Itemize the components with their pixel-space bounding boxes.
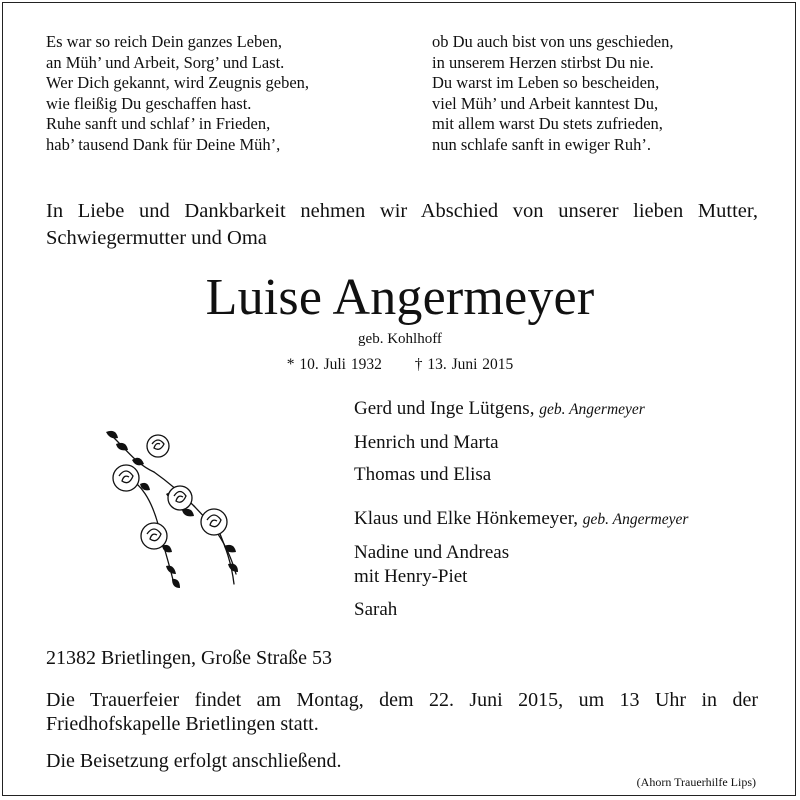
- family-name: Klaus und Elke Hönkemeyer,: [354, 508, 579, 529]
- poem-line: mit allem warst Du stets zufrieden,: [432, 114, 663, 134]
- family-birth-name: geb. Angermeyer: [582, 511, 689, 528]
- poem-line: Wer Dich gekannt, wird Zeugnis geben,: [46, 73, 310, 93]
- service-text: [46, 688, 758, 736]
- address: 21382 Brietlingen, Große Straße 53: [46, 647, 333, 669]
- roses-illustration-icon: [96, 424, 256, 594]
- deceased-name: Luise Angermeyer: [205, 269, 595, 326]
- intro-line: Schwiegermutter und Oma: [46, 227, 267, 249]
- poem-line: wie fleißig Du geschaffen hast.: [46, 93, 252, 113]
- poem-line: viel Müh’ und Arbeit kanntest Du,: [432, 93, 659, 113]
- family-line: mit Henry-Piet: [354, 566, 468, 587]
- family-line: Nadine und Andreas: [354, 542, 510, 563]
- family-line: [354, 507, 688, 532]
- family-line: Sarah: [354, 599, 398, 620]
- burial-text: Die Beisetzung erfolgt anschließend.: [46, 750, 342, 772]
- intro-text: [46, 198, 758, 252]
- poem-line: hab’ tausend Dank für Deine Müh’,: [46, 134, 281, 154]
- intro-line: In Liebe und Dankbarkeit nehmen wir Abschied von unserer lieben Mutter,: [46, 200, 758, 222]
- poem-line: an Müh’ und Arbeit, Sorg’ und Last.: [46, 52, 285, 72]
- poem-right-column: [432, 32, 674, 156]
- poem-line: Es war so reich Dein ganzes Leben,: [46, 32, 282, 51]
- birth-date: * 10. Juli 1932: [286, 356, 382, 373]
- poem-line: in unserem Herzen stirbst Du nie.: [432, 52, 654, 72]
- poem-line: ob Du auch bist von uns geschieden,: [432, 32, 674, 51]
- poem-line: Ruhe sanft und schlaf’ in Frieden,: [46, 114, 271, 134]
- service-line: Friedhofskapelle Brietlingen statt.: [46, 713, 319, 735]
- family-birth-name: geb. Angermeyer: [539, 401, 645, 418]
- poem-line: nun schlafe sanft in ewiger Ruh’.: [432, 134, 652, 154]
- family-line: Thomas und Elisa: [354, 464, 492, 485]
- poem-line: Du warst im Leben so bescheiden,: [432, 73, 660, 93]
- credit-text: (Ahorn Trauerhilfe Lips): [636, 775, 756, 789]
- family-name: Gerd und Inge Lütgens,: [354, 398, 535, 419]
- family-line: [354, 397, 645, 422]
- birth-name: geb. Kohlhoff: [358, 331, 442, 347]
- family-line: Henrich und Marta: [354, 432, 499, 453]
- poem-left-column: [46, 32, 309, 156]
- life-dates: [0, 355, 800, 375]
- death-date: † 13. Juni 2015: [414, 356, 514, 373]
- service-line: Die Trauerfeier findet am Montag, dem 22. Juni 2015, um 13 Uhr in der: [46, 689, 758, 711]
